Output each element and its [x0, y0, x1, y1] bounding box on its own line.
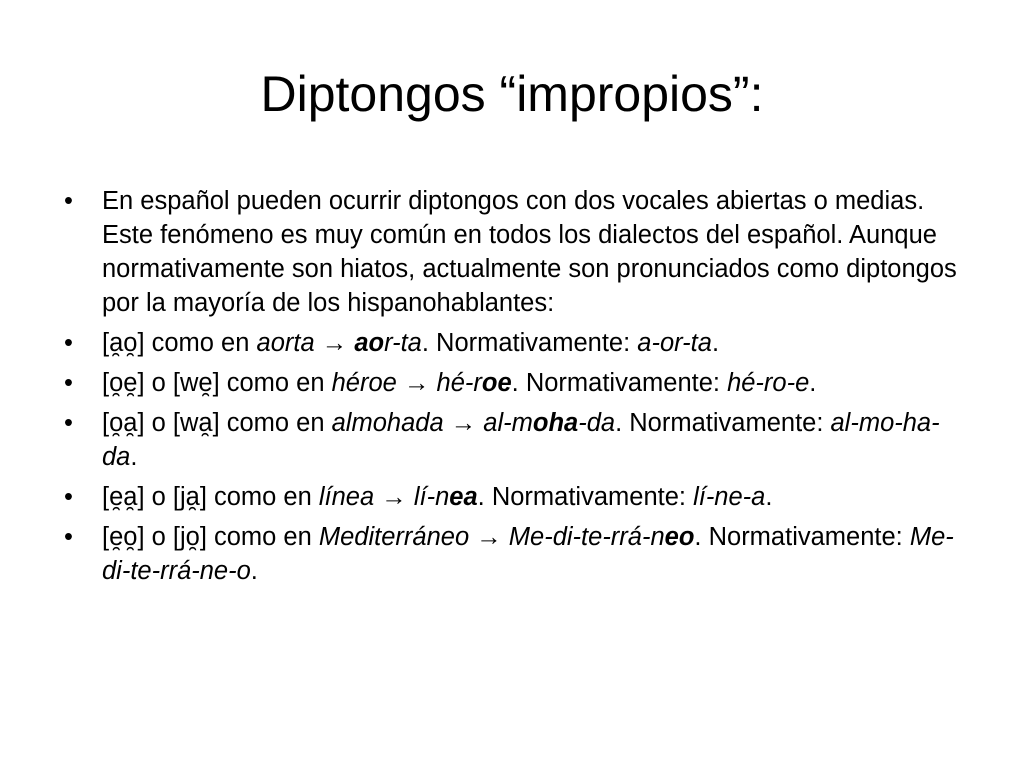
- bullet-text-segment: . Normativamente:: [511, 369, 728, 397]
- bullet-text-segment: al-m: [483, 409, 533, 437]
- bullet-text-segment: almohada: [331, 409, 444, 437]
- bullet-text-segment: . Normativamente:: [477, 483, 694, 511]
- bullet-text-segment: [o̯e̯] o [we̯] como en: [102, 369, 332, 397]
- bullet-list: [58, 184, 970, 594]
- bullet-dot-icon: •: [64, 369, 73, 397]
- bullet-dot-icon: •: [64, 187, 73, 215]
- bullet-text-segment: .: [130, 443, 138, 471]
- bullet-text-segment: r-ta: [384, 329, 422, 357]
- bullet-text-segment: →: [469, 523, 509, 551]
- bullet-text-segment: línea: [318, 483, 375, 511]
- bullet-text-segment: Mediterráneo: [318, 523, 470, 551]
- bullet-text-segment: hé-r: [436, 369, 482, 397]
- bullet-text-segment: .: [765, 483, 773, 511]
- bullet-text-segment: oe: [481, 369, 512, 397]
- bullet-text: [102, 406, 970, 474]
- bullet-text-segment: . Normativamente:: [694, 523, 910, 551]
- bullet-text-segment: [a̯o̯] como en: [102, 329, 257, 357]
- bullet-text-segment: -da: [578, 409, 616, 437]
- bullet-dot-icon: •: [64, 329, 73, 357]
- bullet-text-segment: . Normativamente:: [615, 409, 831, 437]
- bullet-text-segment: [e̯o̯] o [jo̯] como en: [102, 523, 319, 551]
- bullet-item: [58, 406, 970, 474]
- bullet-text: [102, 184, 970, 320]
- bullet-item: [58, 184, 970, 320]
- bullet-text-segment: →: [374, 483, 414, 511]
- bullet-item: [58, 326, 970, 360]
- bullet-text: [102, 480, 970, 514]
- bullet-text-segment: En español pueden ocurrir diptongos con dos vocales abiertas o medias. Este fenómeno es muy común en todos los dialectos del español. Aunque normativamente son hiatos, actualmente son pronunciados como diptongos por la mayoría de los hispanohablantes:: [102, 187, 957, 317]
- bullet-text-segment: lí-n: [413, 483, 450, 511]
- bullet-item: [58, 366, 970, 400]
- bullet-item: [58, 520, 970, 588]
- bullet-text-segment: Me-di-te-rrá-n: [508, 523, 665, 551]
- slide-title: Diptongos “impropios”:: [260, 66, 764, 122]
- bullet-item: [58, 480, 970, 514]
- bullet-text-segment: héroe: [331, 369, 397, 397]
- bullet-dot-icon: •: [64, 409, 73, 437]
- bullet-text-segment: ao: [354, 329, 385, 357]
- bullet-dot-icon: •: [64, 483, 73, 511]
- bullet-text-segment: a-or-ta: [637, 329, 712, 357]
- bullet-text-segment: →: [396, 369, 437, 397]
- bullet-text-segment: .: [809, 369, 817, 397]
- bullet-text-segment: eo: [664, 523, 695, 551]
- bullet-text-segment: .: [711, 329, 720, 357]
- bullet-dot-icon: •: [64, 523, 73, 551]
- bullet-text-segment: [o̯a̯] o [wa̯] como en: [102, 409, 332, 437]
- bullet-text-segment: ea: [449, 483, 478, 511]
- bullet-text-segment: lí-ne-a: [693, 483, 766, 511]
- bullet-text-segment: . Normativamente:: [421, 329, 638, 357]
- bullet-text: [102, 326, 970, 360]
- bullet-text-segment: al-mo-ha-da: [102, 409, 940, 471]
- bullet-text: [102, 520, 970, 588]
- bullet-text-segment: hé-ro-e: [727, 369, 810, 397]
- bullet-text-segment: .: [250, 557, 258, 585]
- bullet-text-segment: aorta: [256, 329, 315, 357]
- bullet-text-segment: →: [314, 329, 355, 357]
- bullet-text-segment: oha: [532, 409, 579, 437]
- bullet-text-segment: [e̯a̯] o [ja̯] como en: [102, 483, 319, 511]
- bullet-text: [102, 366, 970, 400]
- bullet-text-segment: Me-di-te-rrá-ne-o: [102, 523, 954, 585]
- bullet-text-segment: →: [443, 409, 484, 437]
